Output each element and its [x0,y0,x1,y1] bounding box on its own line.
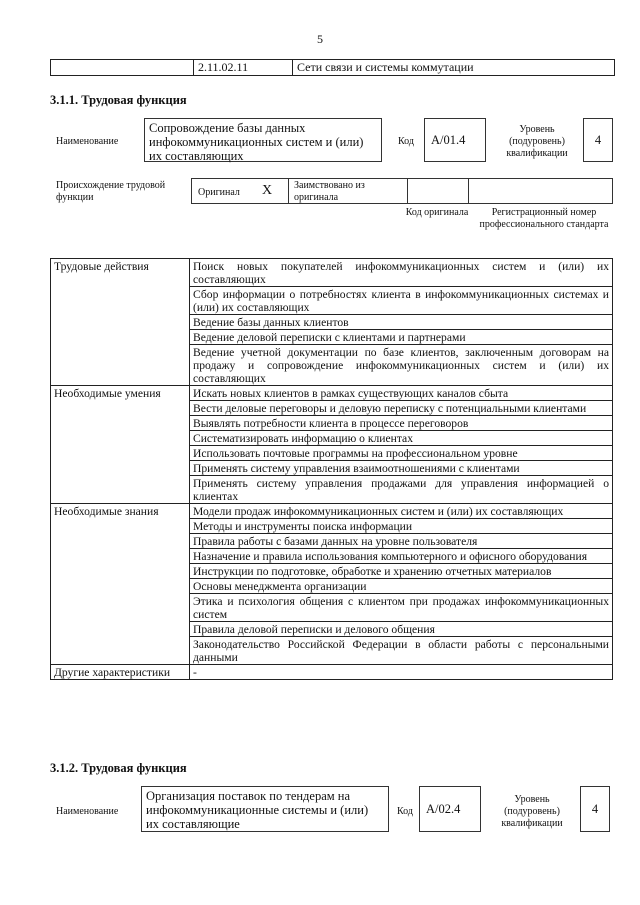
section-item: Модели продаж инфокоммуникационных систем и (или) их составляющих [190,504,613,519]
section-item: Поиск новых покупателей инфокоммуникационных систем и (или) их составляющих [190,259,613,287]
header-name: Сети связи и системы коммутации [292,60,613,75]
section-item: Систематизировать информацию о клиентах [190,431,613,446]
section-item: Законодательство Российской Федерации в области работы с персональными данными [190,637,613,665]
section-item: Правила деловой переписки и делового общения [190,622,613,637]
origin-borrowed: Заимствовано из оригинала [294,180,365,203]
section-item: Ведение деловой переписки с клиентами и партнерами [190,330,613,345]
section-item: Основы менеджмента организации [190,579,613,594]
tf2-level: 4 [580,786,610,832]
section-item: Этика и психология общения с клиентом при продажах инфокоммуникационных систем [190,594,613,622]
tf1-heading: 3.1.1. Трудовая функция [50,93,187,107]
section-category: Необходимые знания [51,504,190,665]
section-item: Инструкции по подготовке, обработке и хранению отчетных материалов [190,564,613,579]
tf1-code-label: Код [398,136,414,147]
tf2-code: A/02.4 [419,786,481,832]
tf1-level: 4 [583,118,613,162]
table-row [51,259,613,287]
section-item: Сбор информации о потребностях клиента в инфокоммуникационных системах и (или) их составляющих [190,287,613,315]
section-category: Другие характеристики [51,665,190,680]
section-item: Правила работы с базами данных на уровне пользователя [190,534,613,549]
section-item: Искать новых клиентов в рамках существующих каналов сбыта [190,386,613,401]
origin-reg-caption: Регистрационный номер профессионального стандарта [479,207,609,230]
origin-label: Происхождение трудовой функции [56,180,166,203]
section-category: Трудовые действия [51,259,190,386]
origin-original: Оригинал [198,187,240,198]
section-item: - [190,665,613,680]
tf2-level-label: Уровень (подуровень) квалификации [501,794,563,829]
section-item: Назначение и правила использования компьютерного и офисного оборудования [190,549,613,564]
origin-table [191,178,613,204]
tf1-name: Сопровождение базы данных инфокоммуникационных систем и (или) их составляющих [144,118,382,162]
section-item: Применять систему управления взаимоотношениями с клиентами [190,461,613,476]
tf1-name-label: Наименование [56,136,119,147]
section-item: Ведение учетной документации по базе клиентов, заключенным договорам на продажу и сопровождение инфокоммуникационных систем и (или) их составляющих [190,345,613,386]
table-row [51,504,613,519]
section-item: Выявлять потребности клиента в процессе переговоров [190,416,613,431]
page-number: 5 [317,32,323,46]
tf2-heading: 3.1.2. Трудовая функция [50,761,187,775]
section-item: Применять систему управления продажами для управления информацией о клиентах [190,476,613,504]
section-item: Методы и инструменты поиска информации [190,519,613,534]
requirements-table [50,258,613,680]
origin-code-caption: Код оригинала [405,207,469,218]
table-row [51,386,613,401]
tf1-code: A/01.4 [424,118,486,162]
origin-mark: X [262,183,273,198]
tf2-name: Организация поставок по тендерам на инфокоммуникационные системы и (или) их составляющие [141,786,389,832]
section-item: Ведение базы данных клиентов [190,315,613,330]
tf2-code-label: Код [397,806,413,817]
header-table [50,59,615,76]
header-code: 2.11.02.11 [193,60,292,75]
section-item: Вести деловые переговоры и деловую переписку с потенциальными клиентами [190,401,613,416]
section-item: Использовать почтовые программы на профессиональном уровне [190,446,613,461]
table-row [51,665,613,680]
tf2-name-label: Наименование [56,806,119,817]
section-category: Необходимые умения [51,386,190,504]
tf1-level-label: Уровень (подуровень) квалификации [506,124,568,159]
